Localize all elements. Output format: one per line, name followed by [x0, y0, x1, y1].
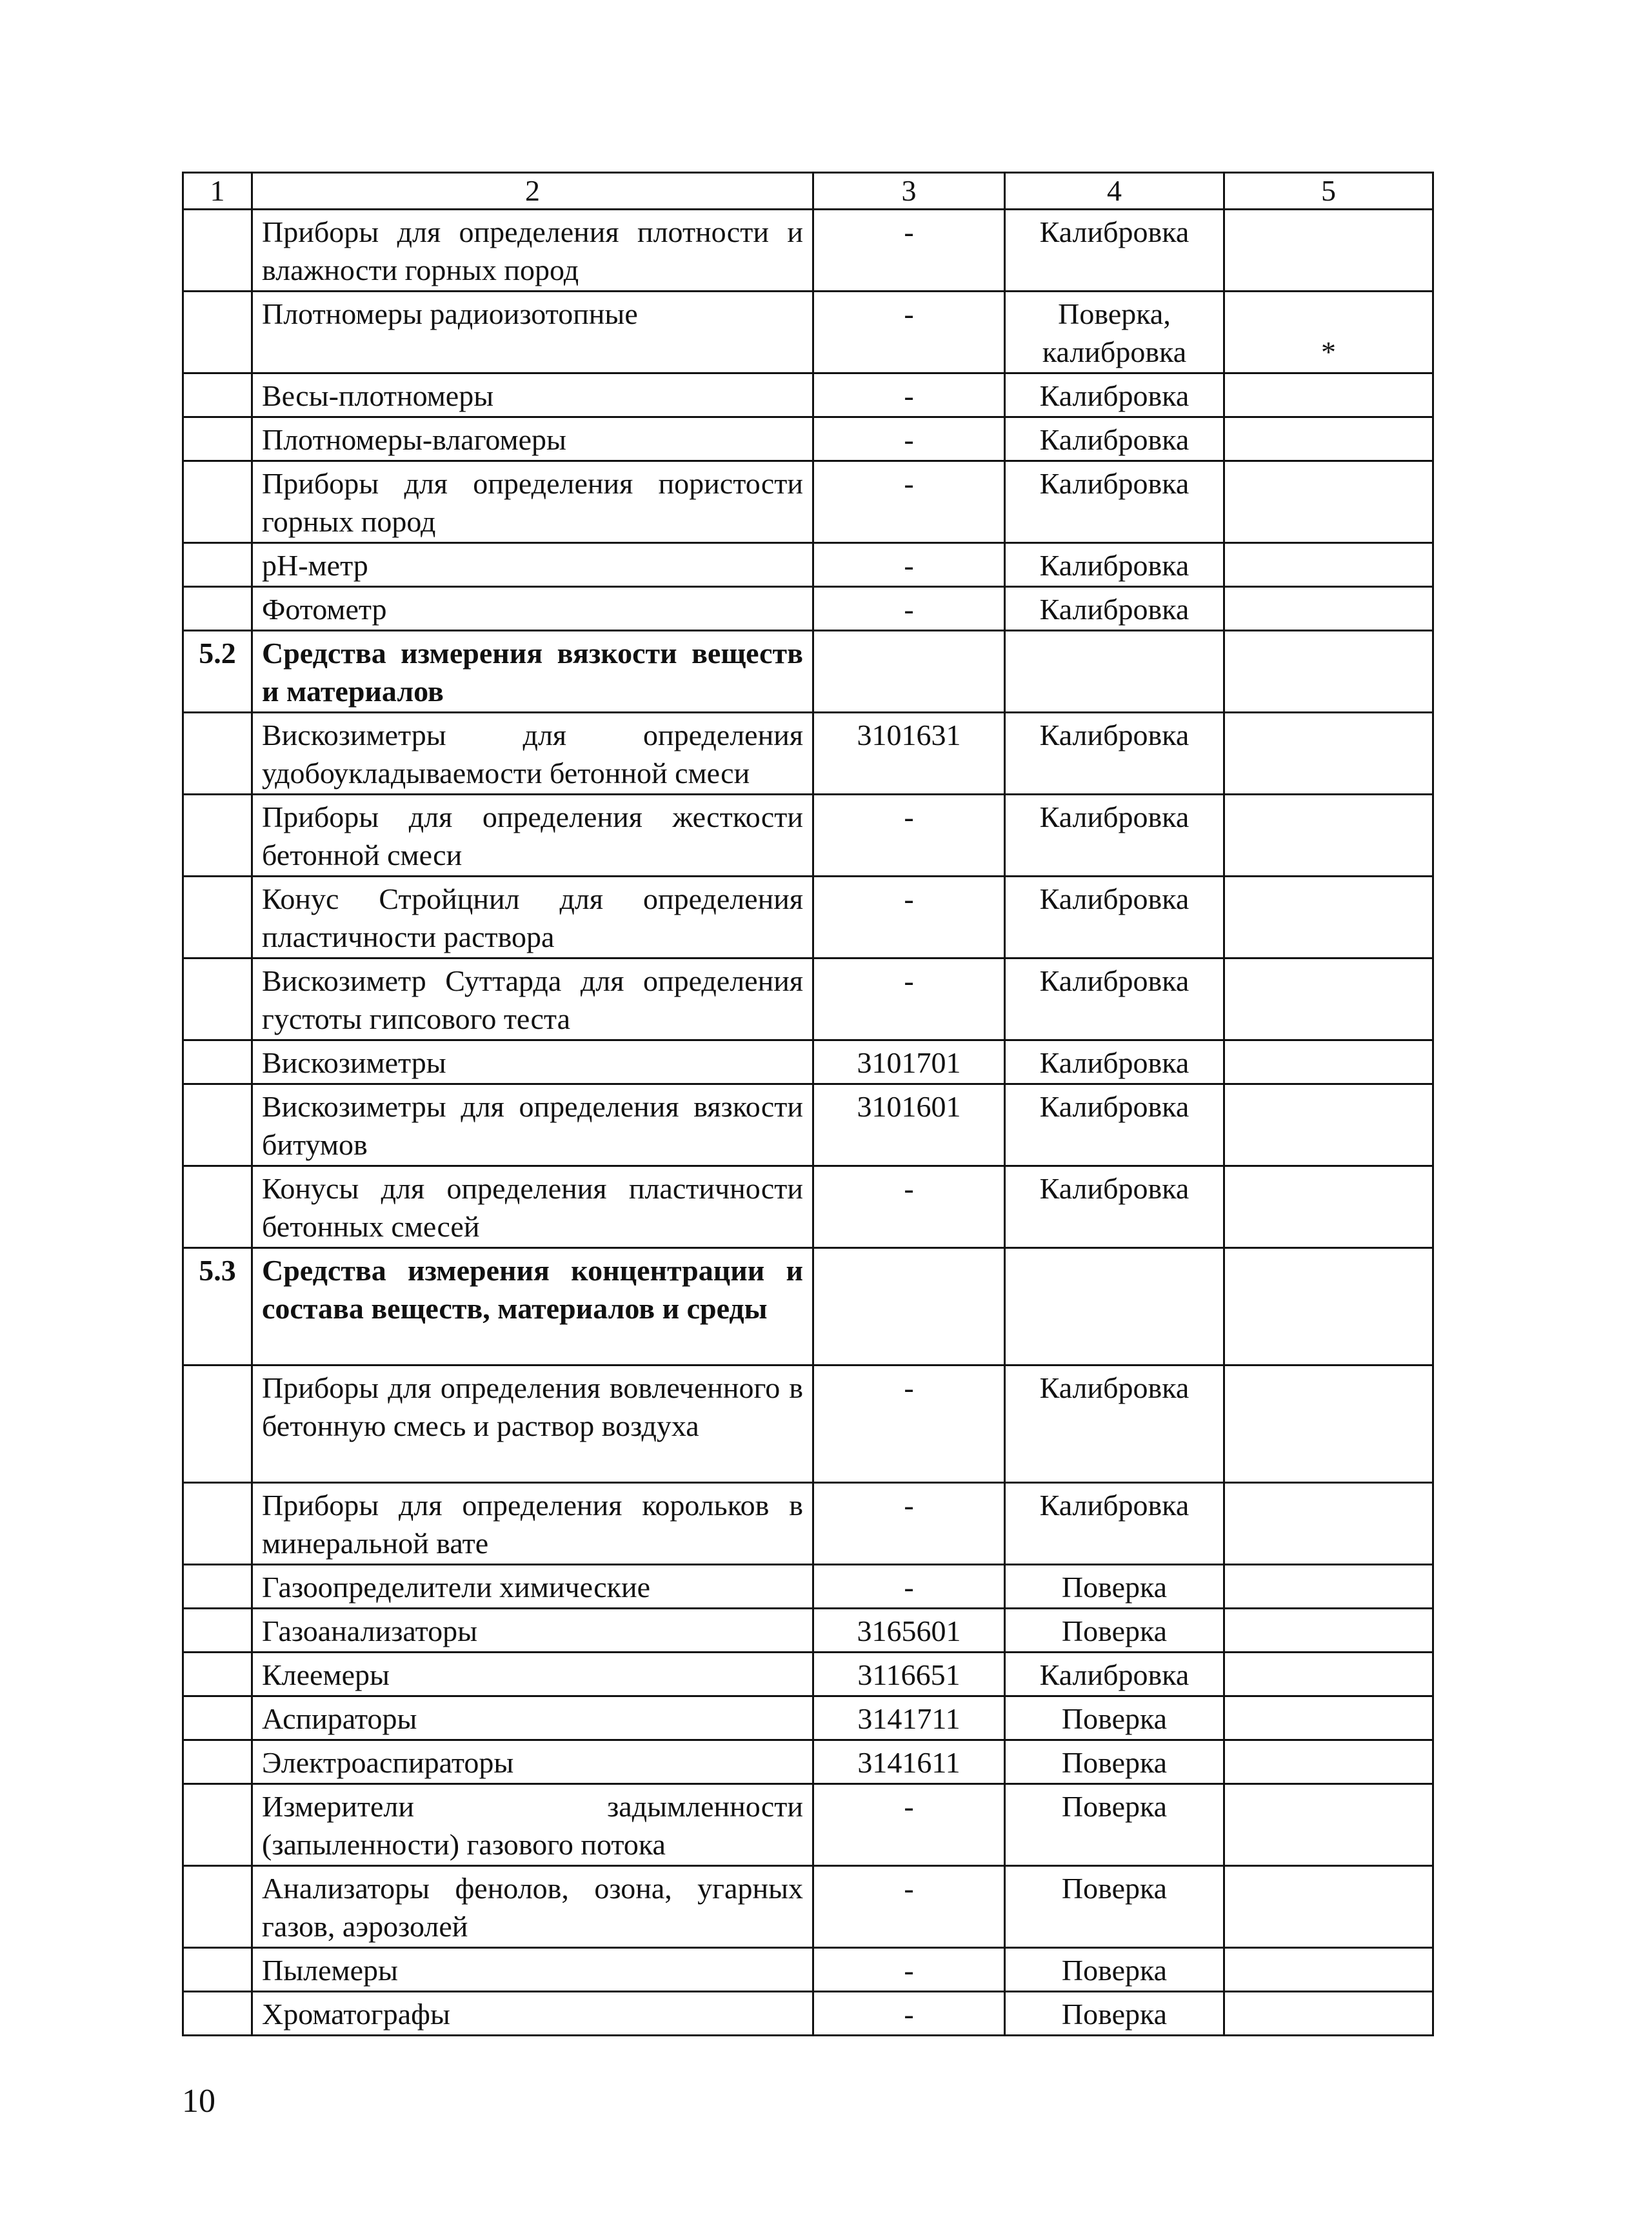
okp-code-cell: - [813, 210, 1005, 292]
row-number-cell [183, 1166, 252, 1248]
okp-code-cell: - [813, 1948, 1005, 1992]
instrument-name-cell: Вискозиметры для определения удобоукладываемости бетонной смеси [252, 713, 813, 795]
row-number-cell [183, 1992, 252, 2036]
table-row [183, 1992, 1433, 2036]
instrument-name-cell: Вискозиметр Суттарда для определения густоты гипсового теста [252, 959, 813, 1040]
control-type-cell: Калибровка [1005, 543, 1224, 587]
okp-code-cell: - [813, 959, 1005, 1040]
instrument-name-cell: Приборы для определения плотности и влажности горных пород [252, 210, 813, 292]
row-number-cell [183, 795, 252, 877]
note-cell [1224, 1784, 1433, 1866]
row-number-cell [183, 543, 252, 587]
note-cell [1224, 461, 1433, 543]
row-number-cell [183, 1084, 252, 1166]
okp-code-cell: 3101631 [813, 713, 1005, 795]
instrument-name-cell: Электроаспираторы [252, 1740, 813, 1784]
note-cell [1224, 417, 1433, 461]
instrument-name-cell: Средства измерения концентрации и состава веществ, материалов и среды [252, 1248, 813, 1366]
control-type-cell: Калибровка [1005, 795, 1224, 877]
note-cell [1224, 210, 1433, 292]
row-number-cell [183, 1609, 252, 1653]
row-number-cell [183, 713, 252, 795]
okp-code-cell: 3101601 [813, 1084, 1005, 1166]
note-cell [1224, 1948, 1433, 1992]
row-number-cell [183, 1948, 252, 1992]
okp-code-cell: - [813, 461, 1005, 543]
note-cell [1224, 1866, 1433, 1948]
instrument-name-cell: Плотномеры радиоизотопные [252, 292, 813, 373]
control-type-cell: Калибровка [1005, 1166, 1224, 1248]
instrument-name-cell: pH-метр [252, 543, 813, 587]
control-type-cell: Калибровка [1005, 959, 1224, 1040]
section-row [183, 1248, 1433, 1366]
row-number-cell [183, 417, 252, 461]
table-row [183, 1740, 1433, 1784]
note-cell: * [1224, 292, 1433, 373]
okp-code-cell: - [813, 417, 1005, 461]
okp-code-cell: - [813, 292, 1005, 373]
instrument-name-cell: Клеемеры [252, 1653, 813, 1696]
row-number-cell [183, 1366, 252, 1483]
row-number-cell: 5.2 [183, 631, 252, 713]
control-type-cell: Поверка [1005, 1740, 1224, 1784]
control-type-cell: Калибровка [1005, 1040, 1224, 1084]
control-type-cell: Калибровка [1005, 1653, 1224, 1696]
table-row [183, 1084, 1433, 1166]
row-number-cell [183, 1740, 252, 1784]
note-cell [1224, 1653, 1433, 1696]
okp-code-cell: - [813, 1992, 1005, 2036]
instrument-name-cell: Приборы для определения корольков в минеральной вате [252, 1483, 813, 1565]
control-type-cell [1005, 631, 1224, 713]
control-type-cell: Калибровка [1005, 587, 1224, 631]
table-row [183, 1366, 1433, 1483]
note-cell [1224, 1366, 1433, 1483]
control-type-cell: Калибровка [1005, 877, 1224, 959]
row-number-cell [183, 292, 252, 373]
row-number-cell [183, 373, 252, 417]
control-type-cell: Калибровка [1005, 1483, 1224, 1565]
instrument-name-cell: Хроматографы [252, 1992, 813, 2036]
instruments-table [182, 172, 1434, 2036]
control-type-cell: Калибровка [1005, 210, 1224, 292]
okp-code-cell [813, 1248, 1005, 1366]
row-number-cell [183, 1483, 252, 1565]
instrument-name-cell: Фотометр [252, 587, 813, 631]
instrument-name-cell: Весы-плотномеры [252, 373, 813, 417]
okp-code-cell: - [813, 1483, 1005, 1565]
note-cell [1224, 1248, 1433, 1366]
table-row [183, 587, 1433, 631]
control-type-cell: Калибровка [1005, 373, 1224, 417]
control-type-cell: Поверка [1005, 1784, 1224, 1866]
control-type-cell: Поверка, калибровка [1005, 292, 1224, 373]
control-type-cell: Калибровка [1005, 713, 1224, 795]
table-row [183, 461, 1433, 543]
table-row [183, 1565, 1433, 1609]
table-row [183, 373, 1433, 417]
note-cell [1224, 1166, 1433, 1248]
row-number-cell [183, 877, 252, 959]
okp-code-cell [813, 631, 1005, 713]
okp-code-cell: - [813, 877, 1005, 959]
note-cell [1224, 543, 1433, 587]
row-number-cell [183, 1696, 252, 1740]
note-cell [1224, 877, 1433, 959]
note-cell [1224, 1740, 1433, 1784]
instrument-name-cell: Пылемеры [252, 1948, 813, 1992]
note-cell [1224, 1565, 1433, 1609]
instrument-name-cell: Вискозиметры для определения вязкости битумов [252, 1084, 813, 1166]
note-cell [1224, 713, 1433, 795]
table-row [183, 1483, 1433, 1565]
control-type-cell [1005, 1248, 1224, 1366]
instrument-name-cell: Анализаторы фенолов, озона, угарных газов, аэрозолей [252, 1866, 813, 1948]
okp-code-cell: 3165601 [813, 1609, 1005, 1653]
instrument-name-cell: Плотномеры-влагомеры [252, 417, 813, 461]
control-type-cell: Калибровка [1005, 417, 1224, 461]
note-cell [1224, 1084, 1433, 1166]
row-number-cell [183, 1040, 252, 1084]
control-type-cell: Поверка [1005, 1609, 1224, 1653]
row-number-cell [183, 959, 252, 1040]
instrument-name-cell: Газоопределители химические [252, 1565, 813, 1609]
okp-code-cell: - [813, 1366, 1005, 1483]
note-cell [1224, 1696, 1433, 1740]
note-cell [1224, 1609, 1433, 1653]
row-number-cell [183, 587, 252, 631]
row-number-cell [183, 1653, 252, 1696]
control-type-cell: Калибровка [1005, 461, 1224, 543]
table-row [183, 543, 1433, 587]
header-cell-2: 2 [252, 173, 813, 210]
table-row [183, 959, 1433, 1040]
header-cell-4: 4 [1005, 173, 1224, 210]
header-cell-5: 5 [1224, 173, 1433, 210]
row-number-cell [183, 210, 252, 292]
okp-code-cell: - [813, 1565, 1005, 1609]
table-row [183, 713, 1433, 795]
table-row [183, 1653, 1433, 1696]
okp-code-cell: 3116651 [813, 1653, 1005, 1696]
table-row [183, 1609, 1433, 1653]
control-type-cell: Поверка [1005, 1948, 1224, 1992]
note-cell [1224, 1483, 1433, 1565]
section-row [183, 631, 1433, 713]
row-number-cell [183, 1866, 252, 1948]
control-type-cell: Калибровка [1005, 1366, 1224, 1483]
instrument-name-cell: Аспираторы [252, 1696, 813, 1740]
control-type-cell: Поверка [1005, 1565, 1224, 1609]
header-cell-1: 1 [183, 173, 252, 210]
okp-code-cell: - [813, 543, 1005, 587]
control-type-cell: Калибровка [1005, 1084, 1224, 1166]
instrument-name-cell: Конус Стройцнил для определения пластичности раствора [252, 877, 813, 959]
table-row [183, 1866, 1433, 1948]
instrument-name-cell: Приборы для определения пористости горных пород [252, 461, 813, 543]
page-number: 10 [182, 2083, 215, 2120]
note-cell [1224, 373, 1433, 417]
note-cell [1224, 587, 1433, 631]
table-row [183, 877, 1433, 959]
note-cell [1224, 1992, 1433, 2036]
control-type-cell: Поверка [1005, 1696, 1224, 1740]
instrument-name-cell: Конусы для определения пластичности бетонных смесей [252, 1166, 813, 1248]
note-cell [1224, 1040, 1433, 1084]
okp-code-cell: - [813, 1866, 1005, 1948]
row-number-cell [183, 461, 252, 543]
note-cell [1224, 795, 1433, 877]
okp-code-cell: - [813, 1166, 1005, 1248]
note-cell [1224, 959, 1433, 1040]
instrument-name-cell: Измерители задымленности (запыленности) газового потока [252, 1784, 813, 1866]
table-row [183, 292, 1433, 373]
instrument-name-cell: Приборы для определения вовлеченного в бетонную смесь и раствор воздуха [252, 1366, 813, 1483]
table-row [183, 210, 1433, 292]
row-number-cell: 5.3 [183, 1248, 252, 1366]
okp-code-cell: - [813, 1784, 1005, 1866]
table-row [183, 795, 1433, 877]
table-row [183, 417, 1433, 461]
row-number-cell [183, 1784, 252, 1866]
okp-code-cell: 3101701 [813, 1040, 1005, 1084]
table-row [183, 1784, 1433, 1866]
note-cell [1224, 631, 1433, 713]
table-row [183, 1166, 1433, 1248]
okp-code-cell: - [813, 795, 1005, 877]
table-header-row [183, 173, 1433, 210]
instrument-name-cell: Газоанализаторы [252, 1609, 813, 1653]
header-cell-3: 3 [813, 173, 1005, 210]
control-type-cell: Поверка [1005, 1992, 1224, 2036]
okp-code-cell: 3141611 [813, 1740, 1005, 1784]
okp-code-cell: - [813, 587, 1005, 631]
table-row [183, 1696, 1433, 1740]
okp-code-cell: - [813, 373, 1005, 417]
okp-code-cell: 3141711 [813, 1696, 1005, 1740]
table-row [183, 1948, 1433, 1992]
instrument-name-cell: Приборы для определения жесткости бетонной смеси [252, 795, 813, 877]
instrument-name-cell: Средства измерения вязкости веществ и материалов [252, 631, 813, 713]
instrument-name-cell: Вискозиметры [252, 1040, 813, 1084]
table-row [183, 1040, 1433, 1084]
control-type-cell: Поверка [1005, 1866, 1224, 1948]
row-number-cell [183, 1565, 252, 1609]
